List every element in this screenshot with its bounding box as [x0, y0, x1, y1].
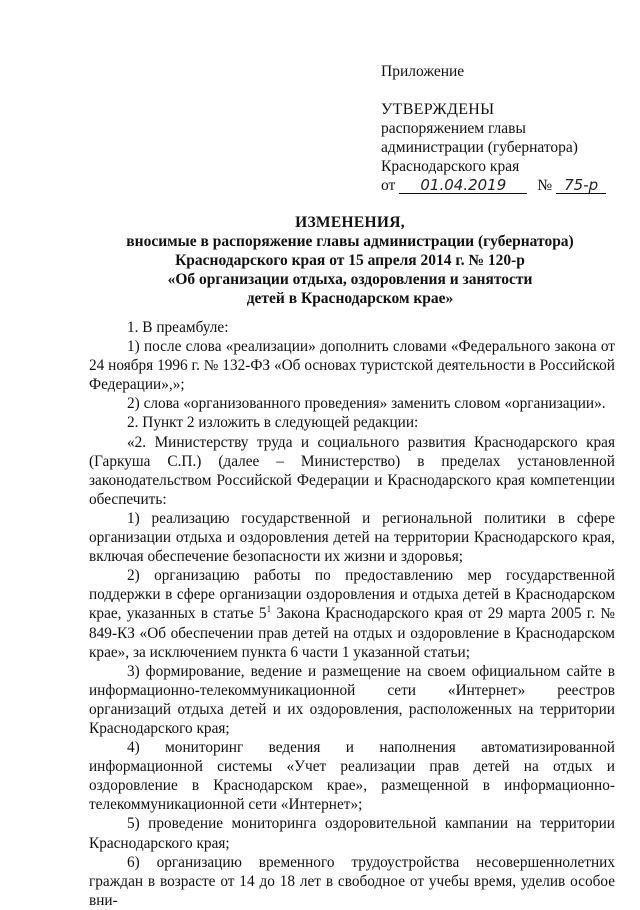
- title-line-1: вносимые в распоряжение главы администрации (губернатора): [126, 233, 574, 250]
- title-heading: ИЗМЕНЕНИЯ,: [295, 214, 405, 231]
- superscript-1: 1: [266, 604, 272, 615]
- paragraph-1: 1. В преамбуле:: [127, 319, 229, 336]
- document-body: [89, 318, 615, 910]
- paragraph-10: 5) проведение мониторинга оздоровительной кампании на территории Краснодарского края;: [89, 815, 615, 852]
- paragraph-6: 1) реализацию государственной и региональной политики в сфере организации отдыха и оздоровления детей на территории Краснодарского края, включая обеспечение безопасности их жизни и здоровья;: [89, 509, 615, 566]
- paragraph-2: 1) после слова «реализации» дополнить словами «Федерального закона от 24 ноября 1996 г. № 132-ФЗ «Об основах туристской деятельности в Российской Федерации»,»;: [89, 338, 615, 394]
- paragraph-7-end: Закона Краснодарского края от 29 марта 2005 г. № 849-КЗ «Об обеспечении прав детей на отдых и оздоровление в Краснодарском крае», за исключением пункта 6 части 1 указанной статьи;: [89, 605, 615, 661]
- approval-block: [381, 62, 621, 195]
- paragraph-5: «2. Министерству труда и социального развития Краснодарского края (Гаркуша С.П.) (далее – Министерство) в пределах установленной законодательством Российской Федерации и Краснодарского края компетенции обеспечить:: [89, 433, 615, 508]
- paragraph-4: 2. Пункт 2 изложить в следующей редакции:: [127, 414, 419, 432]
- appendix-label: Приложение: [381, 63, 465, 80]
- title-line-3: «Об организации отдыха, оздоровления и занятости: [167, 271, 533, 288]
- paragraph-7: [89, 566, 615, 661]
- from-label: от: [381, 177, 396, 194]
- paragraph-7-start: 2) организацию работы по предоставлению мер государственной поддержки в сфере организации оздоровления и отдыха детей в Краснодарском крае, указанных в статье 5: [89, 567, 615, 623]
- approved-label: УТВЕРЖДЕНЫ: [381, 101, 495, 118]
- handwritten-date: 01.04.2019: [399, 177, 527, 194]
- handwritten-number: 75-р: [556, 177, 606, 194]
- number-label: №: [537, 177, 553, 194]
- paragraph-11: 6) организацию временного трудоустройства несовершеннолетних граждан в возрасте от 14 до 18 лет в свободное от учебы время, уделив особое вни-: [89, 853, 615, 909]
- paragraph-9: 4) мониторинг ведения и наполнения автоматизированной информационной системы «Учет реализации прав детей на отдых и оздоровление в Краснодарском крае», размещенной в информационно-телекоммуникационной сети «Интернет»;: [89, 739, 615, 814]
- document-title: [90, 213, 610, 308]
- approval-date-line: [381, 176, 621, 195]
- approval-line-2: администрации (губернатора): [381, 139, 578, 156]
- title-line-4: детей в Краснодарском крае»: [246, 290, 454, 307]
- title-line-2: Краснодарского края от 15 апреля 2014 г. № 120-р: [175, 252, 525, 269]
- approval-line-3: Краснодарского края: [381, 158, 520, 175]
- approval-line-1: распоряжением главы: [381, 120, 526, 137]
- paragraph-3: 2) слова «организованного проведения» заменить словом «организации».: [127, 395, 606, 413]
- paragraph-8: 3) формирование, ведение и размещение на своем официальном сайте в информационно-телекоммуникационной сети «Интернет» реестров организаций отдыха детей и их оздоровления, расположенных на территории Краснодарского края;: [89, 662, 615, 737]
